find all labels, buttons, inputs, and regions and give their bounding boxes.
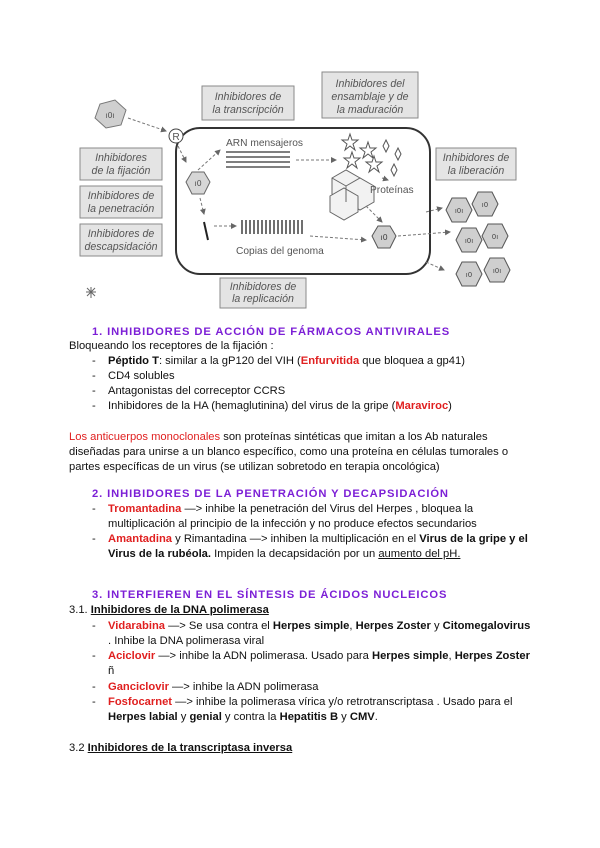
svg-text:Inhibidores de: Inhibidores de (87, 190, 155, 202)
bullet-dash: - (92, 370, 96, 382)
list-item-continuation: Virus de la rubéola. Impiden la decapsidación por un aumento del pH. (108, 548, 461, 560)
section-2-heading: 2. INHIBIDORES DE LA PENETRACIÓN Y DECAPSIDACIÓN (92, 488, 449, 500)
bullet-dash: - (92, 696, 96, 708)
svg-text:ı0ı: ı0ı (454, 207, 464, 215)
list-item: CD4 solubles (108, 370, 175, 382)
list-item: Vidarabina —> Se usa contra el Herpes simple, Herpes Zoster y Citomegalovirus (108, 620, 531, 632)
svg-text:la maduración: la maduración (336, 104, 404, 116)
genome-label: Copias del genoma (236, 246, 324, 257)
svg-text:Inhibidores de: Inhibidores de (87, 228, 155, 240)
svg-text:ı0: ı0 (481, 201, 489, 209)
paragraph-line: diseñadas para unirse a un blanco específico, como una proteína en células tumorales o (69, 446, 509, 458)
bullet-dash: - (92, 620, 96, 632)
svg-text:ı0: ı0 (465, 271, 473, 279)
svg-text:ı0ı: ı0ı (464, 237, 474, 245)
label-box-release (436, 148, 516, 180)
svg-text:de la fijación: de la fijación (91, 165, 151, 177)
section-3-heading: 3. INTERFIEREN EN EL SÍNTESIS DE ÁCIDOS NUCLEICOS (92, 589, 448, 601)
list-item: Amantadina y Rimantadina —> inhiben la multiplicación en el Virus de la gripe y el (108, 533, 528, 545)
svg-text:ı0: ı0 (380, 233, 388, 242)
svg-text:la liberación: la liberación (447, 165, 505, 177)
svg-text:descapsidación: descapsidación (84, 241, 158, 253)
list-item-continuation: Herpes labial y genial y contra la Hepatitis B y CMV. (108, 711, 378, 723)
svg-text:Inhibidores: Inhibidores (95, 152, 147, 164)
svg-text:la replicación: la replicación (232, 293, 294, 305)
label-box-uncoating (80, 224, 162, 256)
list-item: Inhibidores de la HA (hemaglutinina) del virus de la gripe (Maraviroc) (108, 400, 452, 412)
svg-text:la penetración: la penetración (87, 203, 155, 215)
list-item-continuation: . Inhibe la DNA polimerasa viral (108, 635, 265, 647)
bullet-dash: - (92, 355, 96, 367)
list-item: Aciclovir —> inhibe la ADN polimerasa. Usado para Herpes simple, Herpes Zoster (108, 650, 530, 662)
list-item: Fosfocarnet —> inhibe la polimerasa vírica y/o retrotranscriptasa . Usado para el (108, 696, 513, 708)
svg-text:ensamblaje y de: ensamblaje y de (331, 91, 409, 103)
watermark-mark-icon (86, 287, 96, 298)
svg-text:ı0ı: ı0ı (492, 267, 502, 275)
section-1-heading: 1. INHIBIDORES DE ACCIÓN DE FÁRMACOS ANTIVIRALES (92, 326, 451, 338)
svg-text:Inhibidores de: Inhibidores de (442, 152, 510, 164)
svg-text:Inhibidores de: Inhibidores de (229, 281, 297, 293)
svg-text:0ı: 0ı (491, 233, 499, 241)
bullet-dash: - (92, 533, 96, 545)
bullet-dash: - (92, 400, 96, 412)
antiviral-targets-diagram (0, 0, 600, 310)
section-1-intro: Bloqueando los receptores de la fijación : (69, 340, 274, 352)
label-box-fixation (80, 148, 162, 180)
subsection-3-1-title: 3.1. Inhibidores de la DNA polimerasa (69, 604, 269, 616)
svg-text:ı0: ı0 (194, 179, 202, 188)
list-item-continuation: ñ (108, 665, 115, 677)
bullet-dash: - (92, 385, 96, 397)
virus-icon (95, 100, 126, 128)
svg-text:ı0ı: ı0ı (105, 111, 115, 120)
released-viruses-icon (446, 192, 510, 286)
list-item: Antagonistas del correceptor CCRS (108, 385, 286, 397)
subsection-3-2-title: 3.2 Inhibidores de la transcriptasa inversa (69, 742, 293, 754)
label-box-assembly (322, 72, 418, 118)
bullet-dash: - (92, 503, 96, 515)
receptor-icon (169, 129, 183, 143)
label-box-transcription (202, 86, 294, 120)
proteins-label: Proteínas (370, 185, 414, 196)
list-item: Tromantadina —> inhibe la penetración del Virus del Herpes , bloquea la (108, 503, 474, 515)
mrna-label: ARN mensajeros (226, 138, 303, 149)
label-box-replication (220, 278, 306, 308)
paragraph-line: partes específicas de un virus (se utilizan sobretodo en terapia oncológica) (69, 461, 440, 473)
label-box-penetration (80, 186, 162, 218)
svg-text:R: R (172, 132, 180, 143)
list-item-continuation: multiplicación al principio de la infección y no produce efectos secundarios (108, 518, 477, 530)
svg-text:Inhibidores del: Inhibidores del (335, 78, 405, 90)
list-item: Ganciclovir —> inhibe la ADN polimerasa (108, 681, 319, 693)
svg-text:la transcripción: la transcripción (212, 104, 284, 116)
paragraph-line: Los anticuerpos monoclonales son proteínas sintéticas que imitan a los Ab naturales (69, 431, 488, 443)
bullet-dash: - (92, 650, 96, 662)
bullet-dash: - (92, 681, 96, 693)
list-item: Péptido T: similar a la gP120 del VIH (Enfurvitida que bloquea a gp41) (108, 355, 465, 367)
svg-text:Inhibidores de: Inhibidores de (214, 91, 282, 103)
